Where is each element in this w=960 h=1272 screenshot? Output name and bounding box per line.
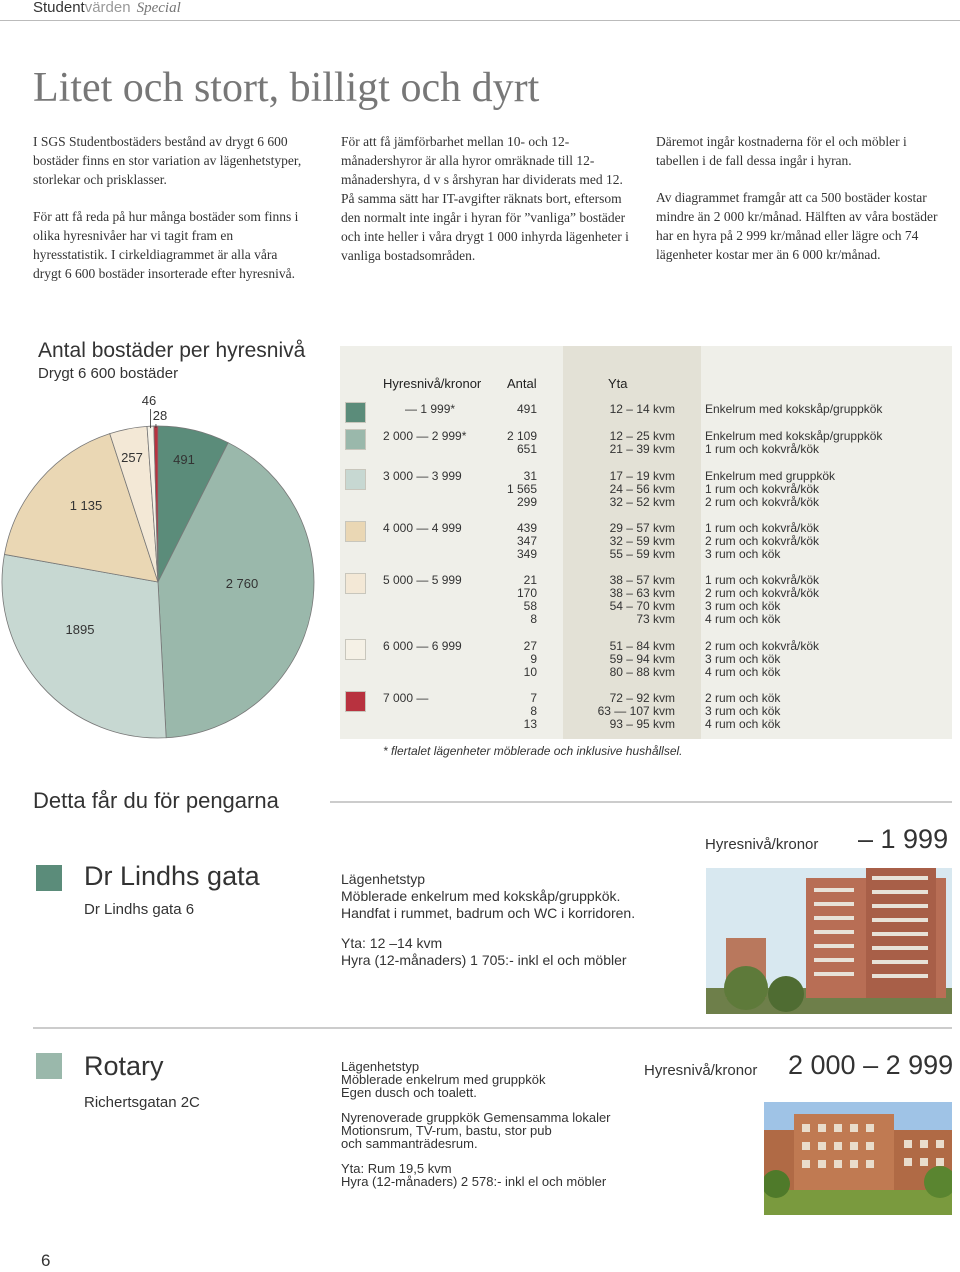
- table-cell-types: 2 rum och kök 3 rum och kök 4 rum och kök: [705, 691, 781, 731]
- table-cell-level: 7 000 —: [383, 691, 429, 705]
- table-cell-areas: 72 – 92 kvm 63 — 107 kvm 93 – 95 kvm: [597, 691, 675, 731]
- table-cell-level: 2 000 — 2 999*: [383, 429, 467, 443]
- property-address: Dr Lindhs gata 6: [84, 901, 195, 918]
- running-header: [33, 0, 181, 17]
- table-cell-counts: 439 347 349: [516, 521, 537, 561]
- type-line: Egen dusch och toalett.: [341, 1085, 477, 1100]
- property-name: Dr Lindhs gata: [84, 861, 260, 891]
- property-name: Rotary: [84, 1051, 164, 1081]
- pie-slice-label: 46: [141, 393, 157, 408]
- property-address: Richertsgatan 2C: [84, 1094, 200, 1111]
- table-cell-level: 4 000 — 4 999: [383, 521, 462, 535]
- table-row-swatch: [345, 573, 366, 594]
- property-size: Yta: Rum 19,5 kvm: [341, 1161, 452, 1176]
- level-label: Hyresnivå/kronor: [644, 1062, 758, 1079]
- type-line: Möblerade enkelrum med kokskåp/gruppkök.: [341, 888, 621, 904]
- table-row-swatch: [345, 521, 366, 542]
- header-area: Yta: [608, 376, 628, 391]
- table-cell-areas: 12 – 25 kvm 21 – 39 kvm: [609, 429, 675, 456]
- section-rule: [330, 801, 952, 803]
- table-row-swatch: [345, 691, 366, 712]
- header-rule: [0, 20, 960, 21]
- intro-column-2: [341, 132, 633, 283]
- table-cell-counts: 21 170 58 8: [516, 573, 537, 626]
- table-cell-types: 1 rum och kokvrå/kök 2 rum och kokvrå/kök 3 rum och kök: [705, 521, 820, 561]
- table-cell-types: Enkelrum med gruppkök 1 rum och kokvrå/kök 2 rum och kokvrå/kök: [705, 469, 836, 509]
- table-cell-types: Enkelrum med kokskåp/gruppkök 1 rum och kokvrå/kök: [705, 429, 883, 456]
- header-level: Hyresnivå/kronor: [383, 376, 482, 391]
- table-cell-areas: 17 – 19 kvm 24 – 56 kvm 32 – 52 kvm: [609, 469, 675, 509]
- level-value: – 1 999: [858, 824, 949, 854]
- property-color-swatch: [36, 1053, 62, 1079]
- pie-slice: [2, 554, 166, 738]
- building-photo-illustration: [706, 868, 952, 1014]
- property-rent: Hyra (12-månaders) 2 578:- inkl el och möbler: [341, 1174, 607, 1189]
- table-cell-counts: 491: [516, 402, 537, 416]
- table-row-swatch: [345, 469, 366, 490]
- header-count: Antal: [507, 376, 537, 391]
- pie-slice-label: 491: [173, 452, 195, 467]
- intro-column-1: [33, 132, 309, 301]
- building-photo: [706, 868, 952, 1014]
- table-row-swatch: [345, 402, 366, 423]
- table-footnote: * flertalet lägenheter möblerade och inklusive hushållsel.: [383, 744, 683, 758]
- intro-column-3: [656, 132, 940, 282]
- pie-slice-label: 28: [152, 408, 168, 423]
- pie-slice-label: 2 760: [225, 576, 259, 591]
- intro-paragraph: I SGS Studentbostäders bestånd av drygt 6 600 bostäder finns en stor variation av lägenhetstyper, storlekar och prisklasser.: [33, 134, 302, 187]
- table-row-swatch: [345, 429, 366, 450]
- level-label: Hyresnivå/kronor: [705, 836, 819, 853]
- table-cell-level: 5 000 — 5 999: [383, 573, 462, 587]
- type-line: Möblerade enkelrum med gruppkök: [341, 1072, 546, 1087]
- property-details: [341, 871, 681, 969]
- table-cell-counts: 27 9 10: [523, 639, 537, 679]
- extra-line: Motionsrum, TV-rum, bastu, stor pub: [341, 1123, 552, 1138]
- property-color-swatch: [36, 865, 62, 891]
- brand-student: Student: [33, 0, 85, 16]
- pie-slices: [2, 426, 314, 738]
- section-title: Detta får du för pengarna: [33, 788, 279, 813]
- intro-paragraph: För att få reda på hur många bostäder som finns i olika hyresnivåer har vi tagit fram en hyresstatistik. I cirkeldiagrammet är alla våra drygt 6 600 bostäder insorterade efter hyresnivå.: [33, 209, 299, 281]
- page-title: Litet och stort, billigt och dyrt: [33, 65, 540, 111]
- table-row-swatch: [345, 639, 366, 660]
- table-cell-areas: 38 – 57 kvm 38 – 63 kvm 54 – 70 kvm 73 kvm: [609, 573, 675, 626]
- table-cell-counts: 7 8 13: [523, 691, 537, 731]
- chart-subtitle: Drygt 6 600 bostäder: [38, 365, 179, 382]
- property-rent: Hyra (12-månaders) 1 705:- inkl el och möbler: [341, 952, 627, 968]
- intro-paragraph: Av diagrammet framgår att ca 500 bostäder kostar mindre än 2 000 kr/månad. Hälften av våra bostäder har en hyra på 2 999 kr/månad eller lägre och 74 lägenheter kostar mer än 6 000 kr/månad.: [656, 190, 938, 262]
- extra-line: Nyrenoverade gruppkök Gemensamma lokaler: [341, 1110, 611, 1125]
- pie-slice-label: 1 135: [69, 498, 103, 513]
- property-size: Yta: 12 –14 kvm: [341, 935, 443, 951]
- chart-title: Antal bostäder per hyresnivå: [38, 339, 306, 362]
- table-cell-types: Enkelrum med kokskåp/gruppkök: [705, 402, 883, 416]
- property-separator: [33, 1027, 952, 1029]
- building-photo: [764, 1102, 952, 1215]
- table-cell-types: 1 rum och kokvrå/kök 2 rum och kokvrå/kök 3 rum och kök 4 rum och kök: [705, 573, 820, 626]
- table-cell-counts: 2 109 651: [506, 429, 537, 456]
- pie-chart: [0, 390, 340, 780]
- table-cell-areas: 51 – 84 kvm 59 – 94 kvm 80 – 88 kvm: [609, 639, 675, 679]
- extra-line: och sammanträdesrum.: [341, 1136, 478, 1151]
- type-line: Handfat i rummet, badrum och WC i korridoren.: [341, 905, 636, 921]
- table-cell-level: 3 000 — 3 999: [383, 469, 462, 483]
- brand-varden: värden: [84, 0, 131, 16]
- level-value: 2 000 – 2 999: [788, 1050, 954, 1080]
- type-heading: Lägenhetstyp: [341, 1059, 420, 1074]
- section-label: Special: [136, 0, 181, 16]
- table-cell-areas: 12 – 14 kvm: [609, 402, 675, 416]
- pie-slice-label: 257: [121, 450, 143, 465]
- intro-paragraph: För att få jämförbarhet mellan 10- och 12-månadershyror är alla hyror omräknade till 12-månadershyra, d v s årshyran har dividerats med 12. På samma sätt har IT-avgifter räknats bort, eftersom den normalt inte ingår i hyran för ”vanliga” bostäder och inte heller i våra drygt 1 000 inhyrda lägenheter i vanliga bostadsområden.: [341, 134, 629, 263]
- intro-paragraph: Däremot ingår kostnaderna för el och möbler i tabellen i de fall dessa ingår i hyran.: [656, 134, 907, 168]
- property-details: [341, 1060, 641, 1188]
- table-cell-level: — 1 999*: [405, 402, 456, 416]
- table-cell-counts: 31 1 565 299: [506, 469, 537, 509]
- page-number: 6: [41, 1251, 51, 1270]
- building-photo-illustration: [764, 1102, 952, 1215]
- table-cell-types: 2 rum och kokvrå/kök 3 rum och kök 4 rum och kök: [705, 639, 820, 679]
- table-cell-areas: 29 – 57 kvm 32 – 59 kvm 55 – 59 kvm: [609, 521, 675, 561]
- pie-slice-label: 1895: [65, 622, 95, 637]
- type-heading: Lägenhetstyp: [341, 871, 426, 887]
- table-cell-level: 6 000 — 6 999: [383, 639, 462, 653]
